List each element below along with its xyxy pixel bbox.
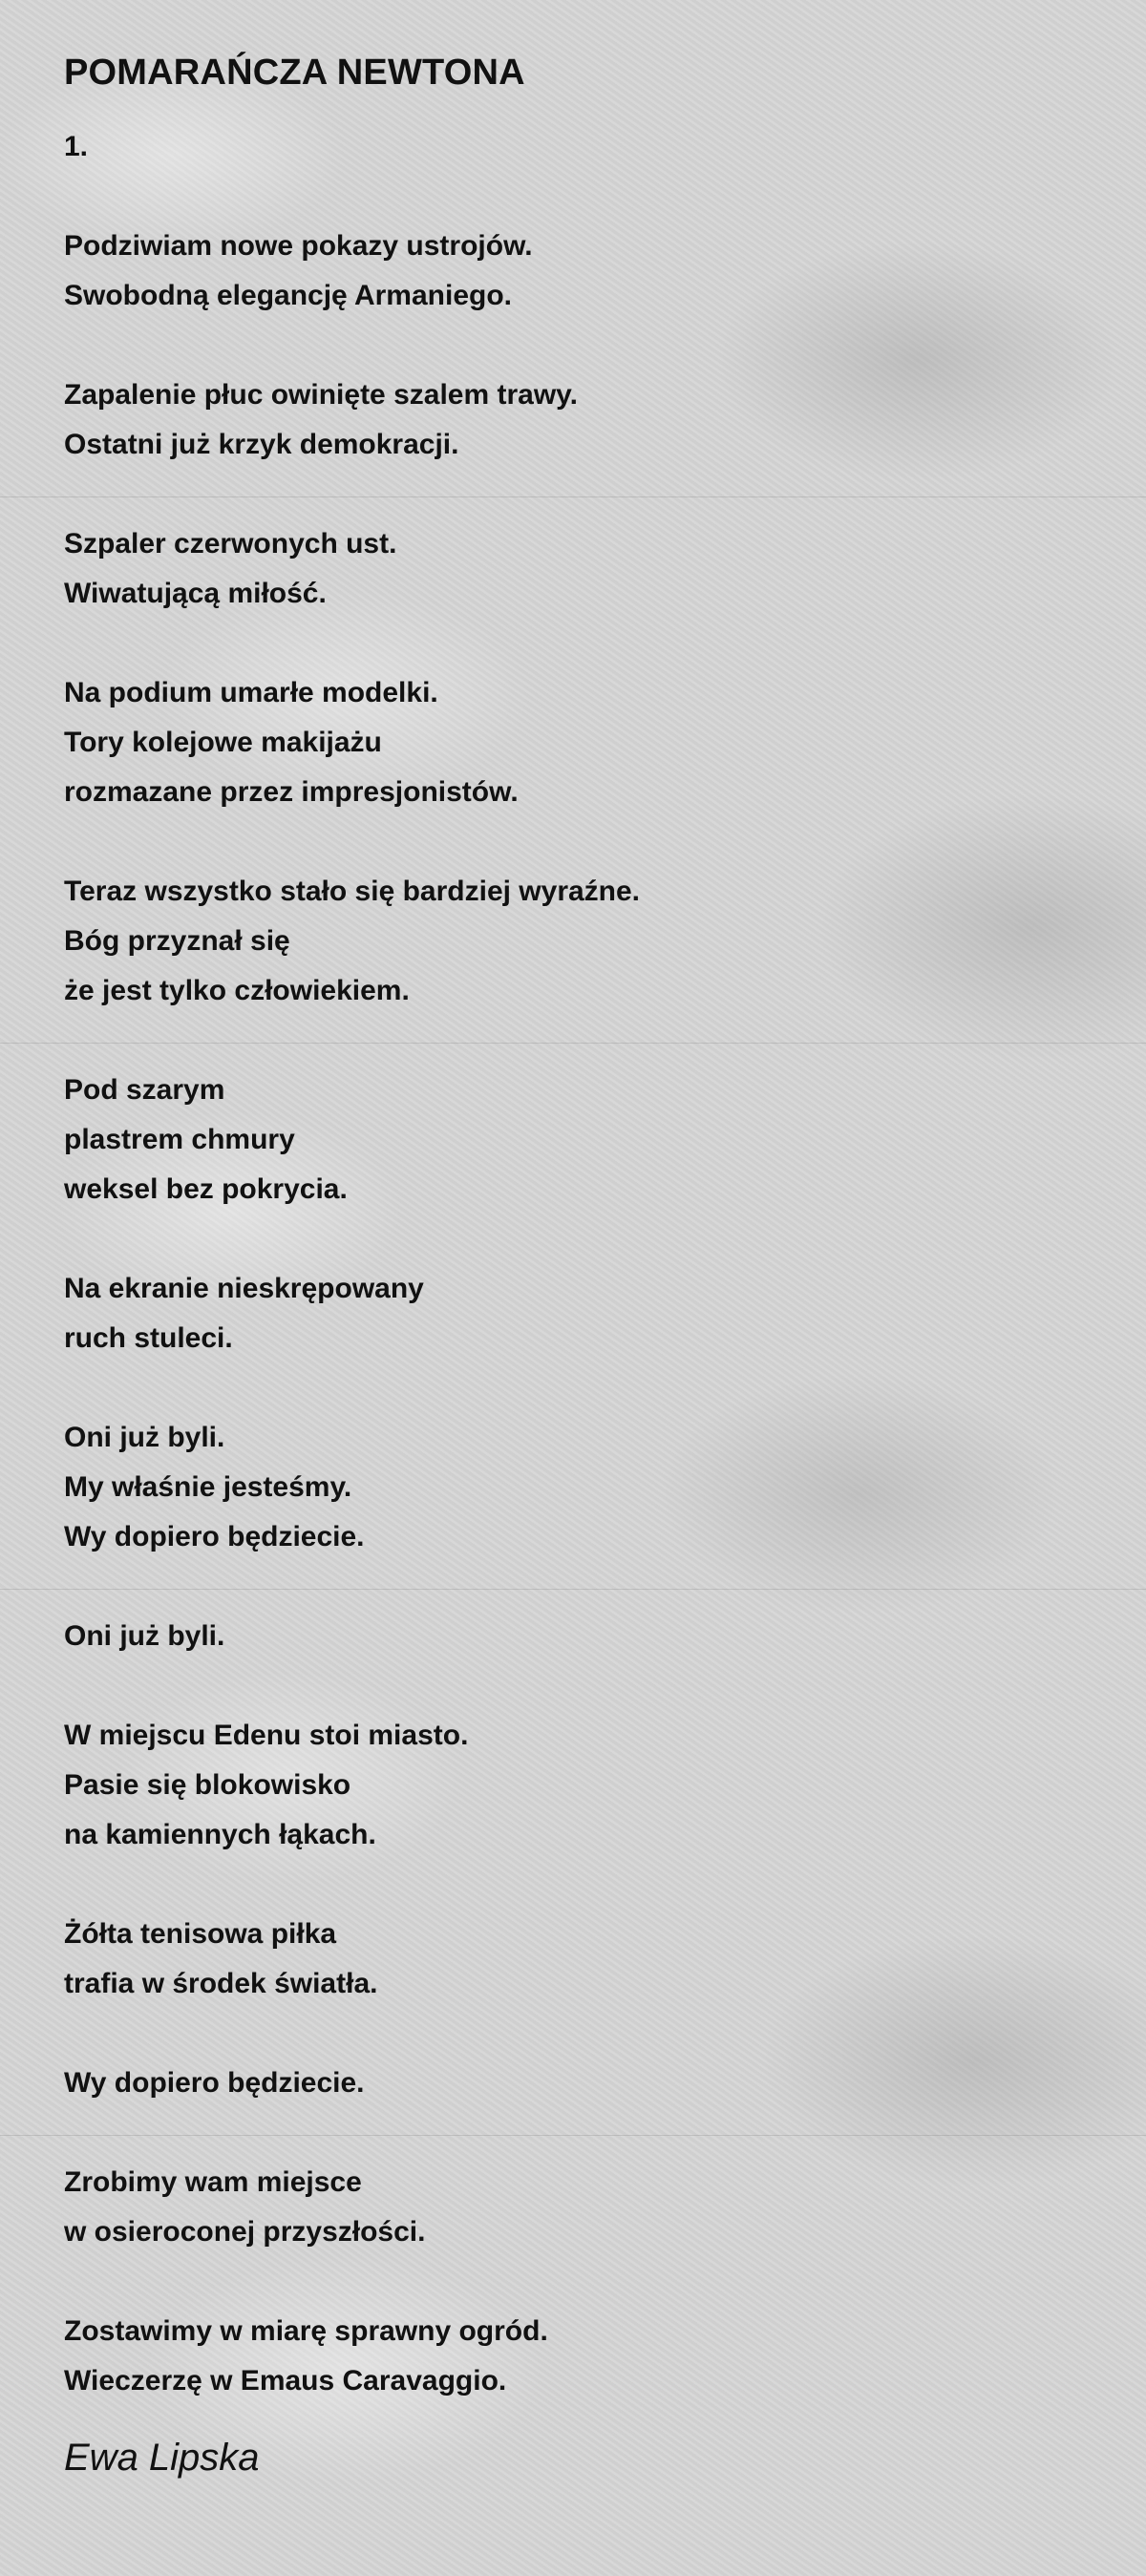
poem-line: Szpaler czerwonych ust. xyxy=(64,528,397,560)
poem-line: Ostatni już krzyk demokracji. xyxy=(64,429,459,460)
stanza-break xyxy=(64,172,1095,222)
poem-line: Podziwiam nowe pokazy ustrojów. xyxy=(64,230,533,262)
poem-line: Wy dopiero będziecie. xyxy=(64,2067,365,2099)
stanza-break xyxy=(64,2009,1095,2059)
poem-line: Pod szarym xyxy=(64,1074,225,1106)
poem-author: Ewa Lipska xyxy=(64,2437,260,2479)
poem-line: Bóg przyznał się xyxy=(64,925,290,957)
poem-line: na kamiennych łąkach. xyxy=(64,1819,376,1850)
stanza-break xyxy=(64,817,1095,867)
poem-line: Zapalenie płuc owinięte szalem trawy. xyxy=(64,379,578,411)
poem-line: Wiwatującą miłość. xyxy=(64,578,327,609)
poem-line: ruch stuleci. xyxy=(64,1322,233,1354)
poem-line: Oni już byli. xyxy=(64,1620,225,1652)
poem-line: trafia w środek światła. xyxy=(64,1968,378,1999)
poem-line: W miejscu Edenu stoi miasto. xyxy=(64,1720,469,1751)
stanza-break xyxy=(64,1860,1095,1910)
stanza-break xyxy=(64,1214,1095,1264)
poem-line: Zrobimy wam miejsce xyxy=(64,2166,362,2198)
poem-line: Oni już byli. xyxy=(64,1422,225,1453)
poem-line: rozmazane przez impresjonistów. xyxy=(64,776,519,808)
poem-line: Pasie się blokowisko xyxy=(64,1769,351,1801)
stanza-break xyxy=(64,2108,1095,2158)
stanza-break xyxy=(64,619,1095,668)
poem-body xyxy=(64,122,1095,2406)
poem-line: Wieczerzę w Emaus Caravaggio. xyxy=(64,2365,507,2397)
stanza-break xyxy=(64,470,1095,519)
poem-line: Swobodną elegancję Armaniego. xyxy=(64,280,512,311)
poem-line: Na ekranie nieskrępowany xyxy=(64,1273,424,1304)
poem-line: weksel bez pokrycia. xyxy=(64,1173,348,1205)
stanza-break xyxy=(64,2257,1095,2307)
stanza-break xyxy=(64,1661,1095,1711)
stanza-break xyxy=(64,1562,1095,1612)
stanza-break xyxy=(64,1363,1095,1413)
poem-line: Tory kolejowe makijażu xyxy=(64,727,382,758)
poem-line: Wy dopiero będziecie. xyxy=(64,1521,365,1552)
poem-line: Żółta tenisowa piłka xyxy=(64,1918,337,1950)
poem-line: My właśnie jesteśmy. xyxy=(64,1471,352,1503)
poem-line: 1. xyxy=(64,131,89,162)
poem-line: Zostawimy w miarę sprawny ogród. xyxy=(64,2315,548,2347)
poem-container xyxy=(64,48,1095,2484)
poem-line: że jest tylko człowiekiem. xyxy=(64,975,410,1006)
poem-line: Teraz wszystko stało się bardziej wyraźne. xyxy=(64,876,641,907)
stanza-break xyxy=(64,1016,1095,1066)
poem-line: Na podium umarłe modelki. xyxy=(64,677,438,708)
poem-title: POMARAŃCZA NEWTONA xyxy=(64,53,525,93)
stanza-break xyxy=(64,321,1095,370)
poem-line: w osieroconej przyszłości. xyxy=(64,2216,426,2248)
poem-line: plastrem chmury xyxy=(64,1124,295,1155)
